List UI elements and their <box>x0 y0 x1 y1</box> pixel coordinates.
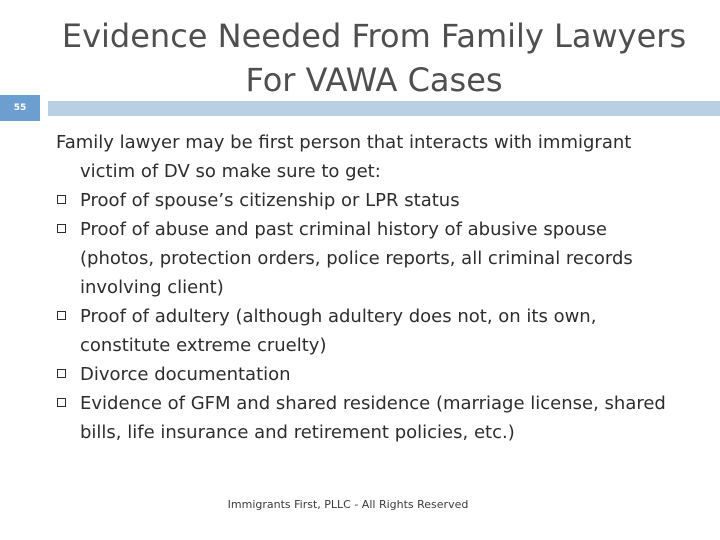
slide-title-line-2: For VAWA Cases <box>245 61 503 99</box>
list-item-text: Divorce documentation <box>80 364 291 385</box>
list-item <box>56 389 676 447</box>
list-item <box>56 360 676 389</box>
list-item <box>56 302 676 360</box>
list-item <box>56 186 676 215</box>
slide-body <box>56 128 676 447</box>
slide-number: 55 <box>13 103 27 113</box>
square-bullet-icon <box>57 311 66 320</box>
slide-title <box>48 14 700 102</box>
title-divider-bar <box>48 101 720 116</box>
square-bullet-icon <box>57 195 66 204</box>
slide-footer: Immigrants First, PLLC - All Rights Reserved <box>227 498 469 511</box>
square-bullet-icon <box>57 224 66 233</box>
square-bullet-icon <box>57 398 66 407</box>
intro-text: Family lawyer may be first person that interacts with immigrant victim of DV so make sure to get: <box>56 132 632 182</box>
square-bullet-icon <box>57 369 66 378</box>
list-item <box>56 215 676 302</box>
slide-title-line-1: Evidence Needed From Family Lawyers <box>61 17 687 55</box>
evidence-list <box>56 186 676 447</box>
list-item-text: Evidence of GFM and shared residence (marriage license, shared bills, life insurance and retirement policies, etc.) <box>80 393 666 443</box>
list-item-text: Proof of spouse’s citizenship or LPR status <box>80 190 460 211</box>
list-item-text: Proof of adultery (although adultery does not, on its own, constitute extreme cruelty) <box>80 306 597 356</box>
list-item-text: Proof of abuse and past criminal history of abusive spouse (photos, protection orders, police reports, all criminal records involving client) <box>80 219 633 298</box>
